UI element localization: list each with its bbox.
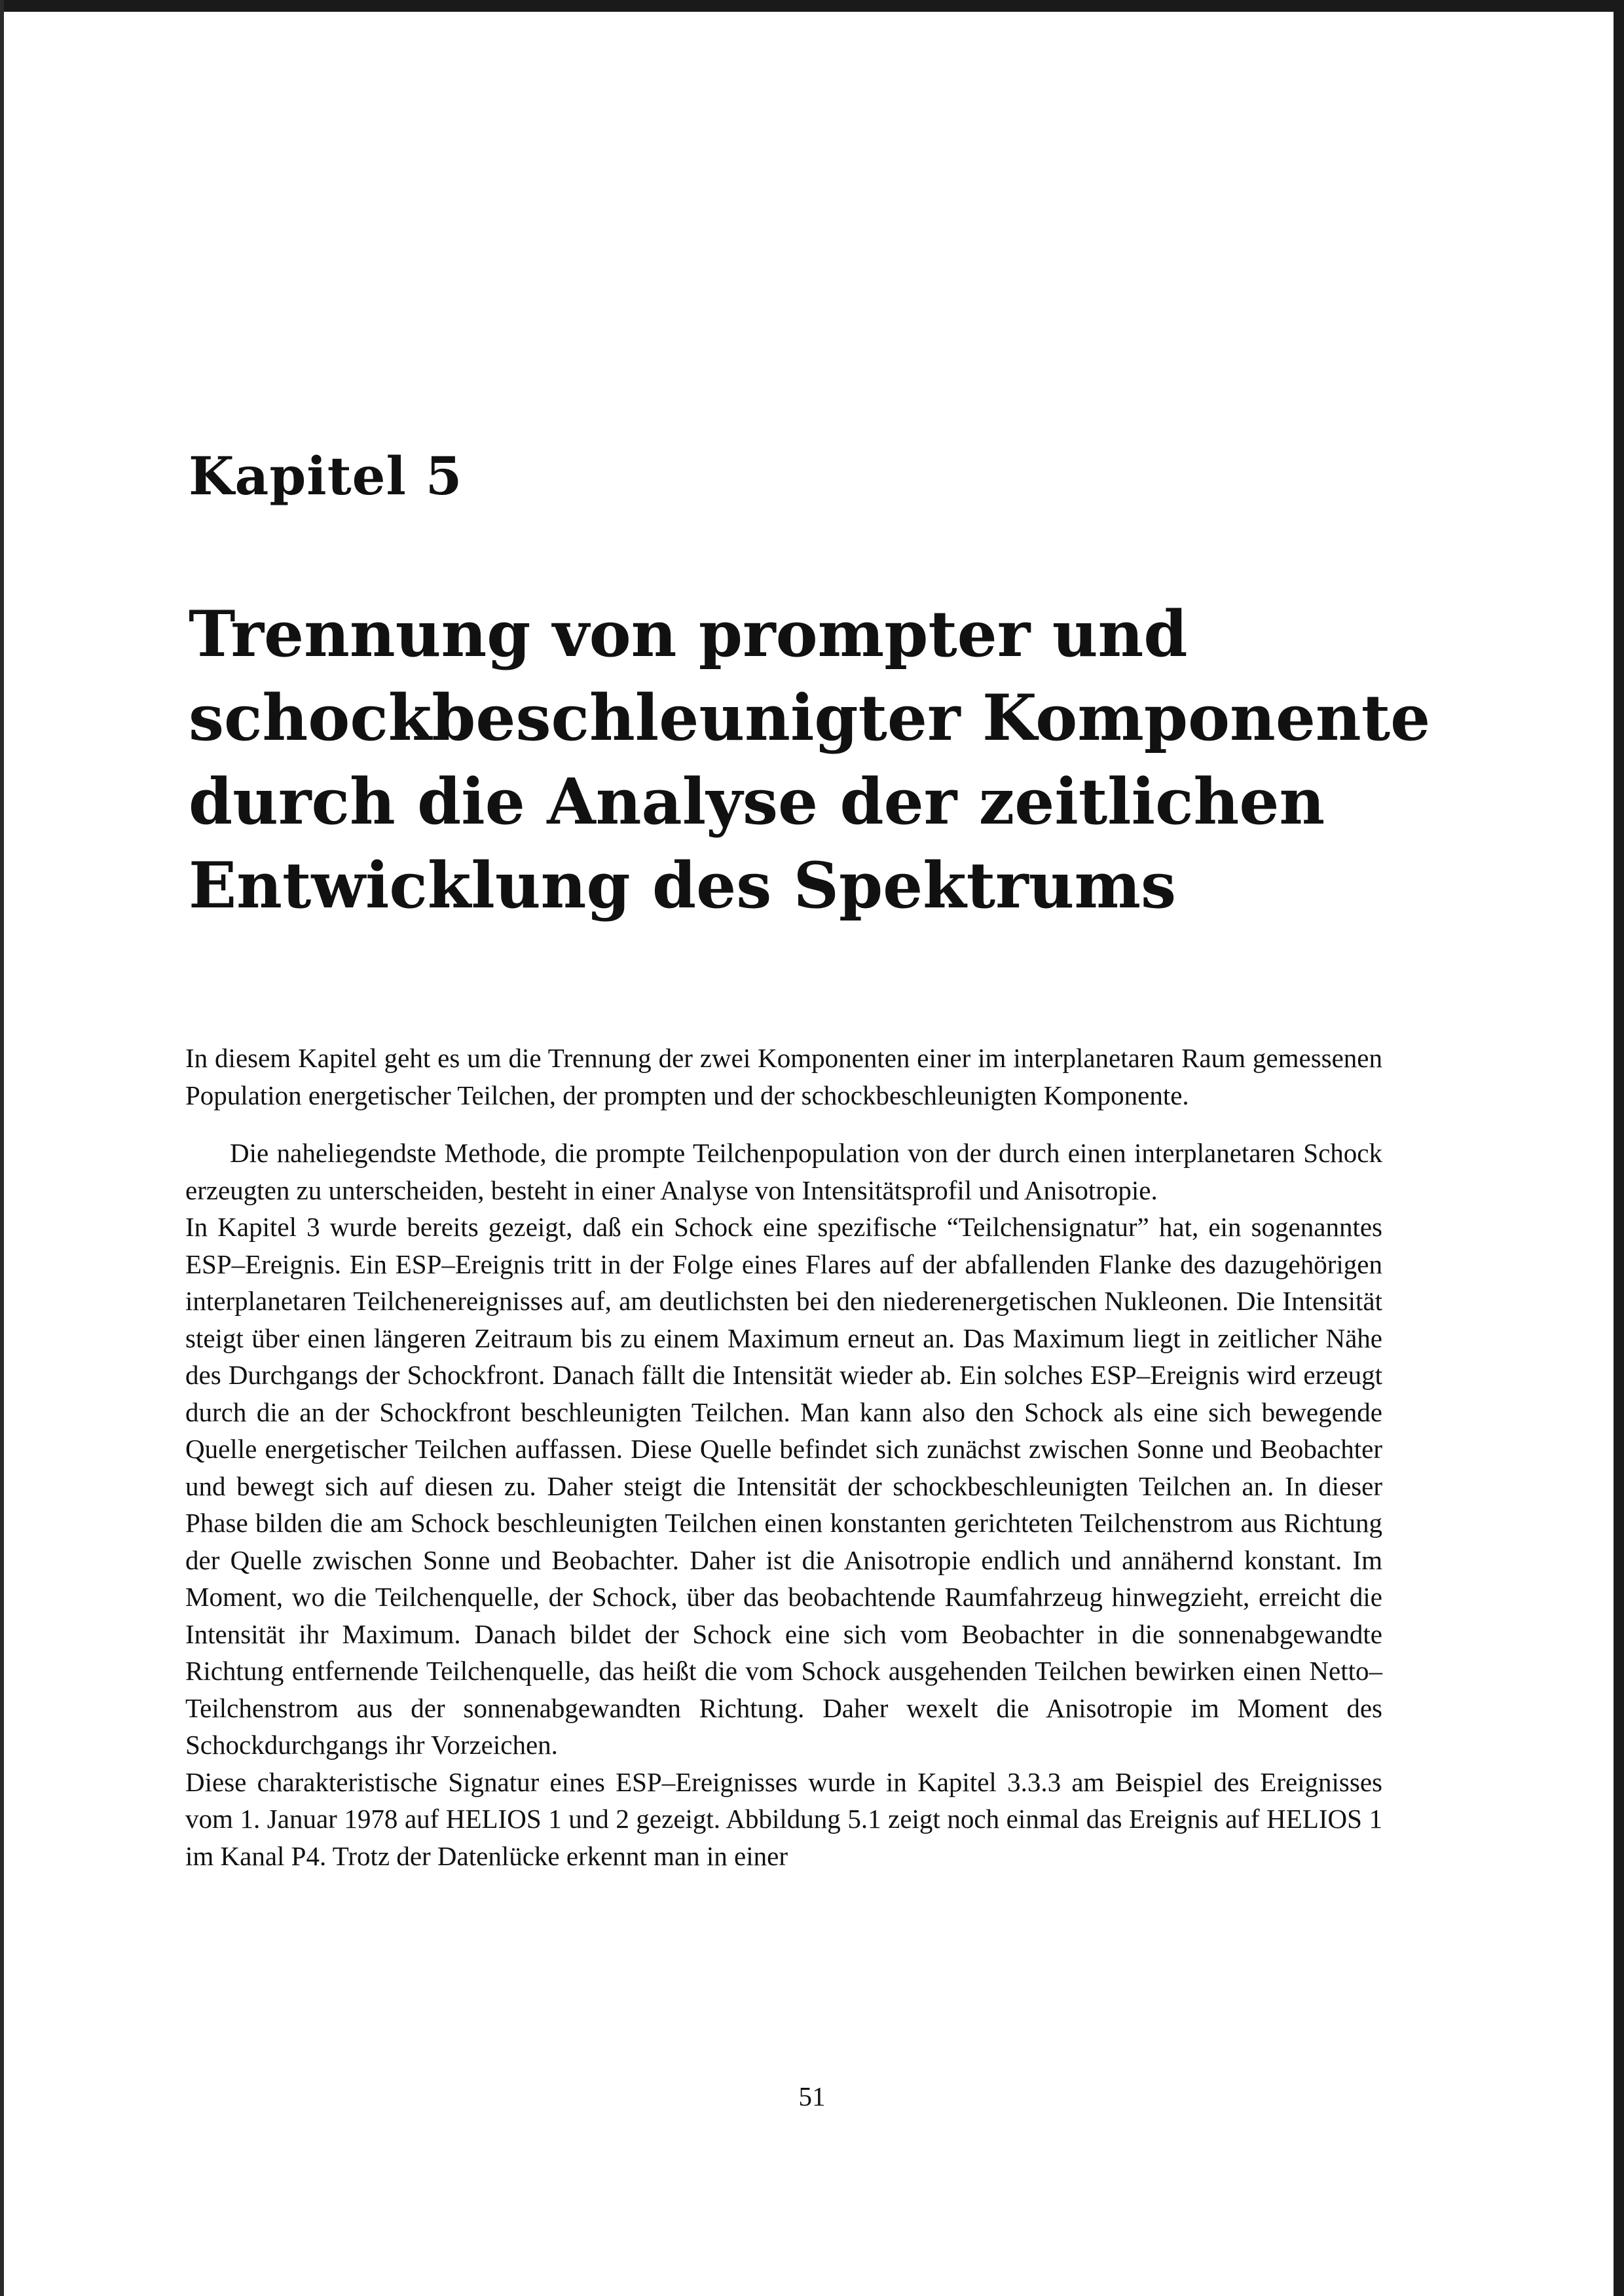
paragraph-esp-signature: In Kapitel 3 wurde bereits gezeigt, daß ein Schock eine spezifische “Teilchensignatur” hat, ein sogenanntes ESP–Ereignis. Ein ESP–Ereignis tritt in der Folge eines Flares auf der abfallenden Flanke des dazugehörigen interplanetaren Teilchenereignisses auf, am deutlichsten bei den niederenergetischen Nukleonen. Die Intensität steigt über einen längeren Zeitraum bis zu einem Maximum erneut an. Das Maximum liegt in zeitlicher Nähe des Durchgangs der Schockfront. Danach fällt die Intensität wieder ab. Ein solches ESP–Ereignis wird erzeugt durch die an der Schockfront beschleunigten Teilchen. Man kann also den Schock als eine sich bewegende Quelle energetischer Teilchen auffassen. Diese Quelle befindet sich zunächst zwischen Sonne und Beobachter und bewegt sich auf diesen zu. Daher steigt die Intensität der schockbeschleunigten Teilchen an. In dieser Phase bilden die am Schock beschleunigten Teilchen einen konstanten gerichteten Teilchenstrom aus Richtung der Quelle zwischen Sonne und Beobachter. Daher ist die Anisotropie endlich und annähernd konstant. Im Moment, wo die Teilchenquelle, der Schock, über das beobachtende Raumfahrzeug hinwegzieht, erreicht die Intensität ihr Maximum. Danach bildet der Schock eine sich vom Beobachter in die sonnenabgewandte Richtung entfernende Teilchenquelle, das heißt die vom Schock ausgehenden Teilchen bewirken einen Netto–Teilchenstrom aus der sonnenabgewandten Richtung. Daher wexelt die Anisotropie im Moment des Schockdurchgangs ihr Vorzeichen. [185, 1212, 1382, 1760]
paragraph-method: Die naheliegendste Methode, die prompte Teilchenpopulation von der durch einen interplanetaren Schock erzeugten zu unterscheiden, besteht in einer Analyse von Intensitätsprofil und Anisotropie. [185, 1138, 1382, 1205]
page-number: 51 [798, 2081, 826, 2111]
scan-border-right [1614, 0, 1624, 2296]
scan-border-left [0, 0, 4, 2296]
chapter-title: Trennung von prompter und schockbeschleunigter Komponente durch die Analyse der zeitlichen Entwicklung des Spektrums [189, 597, 1431, 922]
paragraph-example: Diese charakteristische Signatur eines ESP–Ereignisses wurde in Kapitel 3.3.3 am Beispiel des Ereignisses vom 1. Januar 1978 auf HELIOS 1 und 2 gezeigt. Abbildung 5.1 zeigt noch einmal das Ereignis auf HELIOS 1 im Kanal P4. Trotz der Datenlücke erkennt man in einer [185, 1766, 1382, 1871]
paragraph-intro: In diesem Kapitel geht es um die Trennung der zwei Komponenten einer im interplanetaren Raum gemessenen Population energetischer Teilchen, der prompten und der schockbeschleunigten Komponente. [185, 1043, 1382, 1110]
body-text [185, 1040, 1382, 1874]
chapter-label: Kapitel 5 [189, 445, 463, 507]
scan-border-top [0, 0, 1624, 12]
